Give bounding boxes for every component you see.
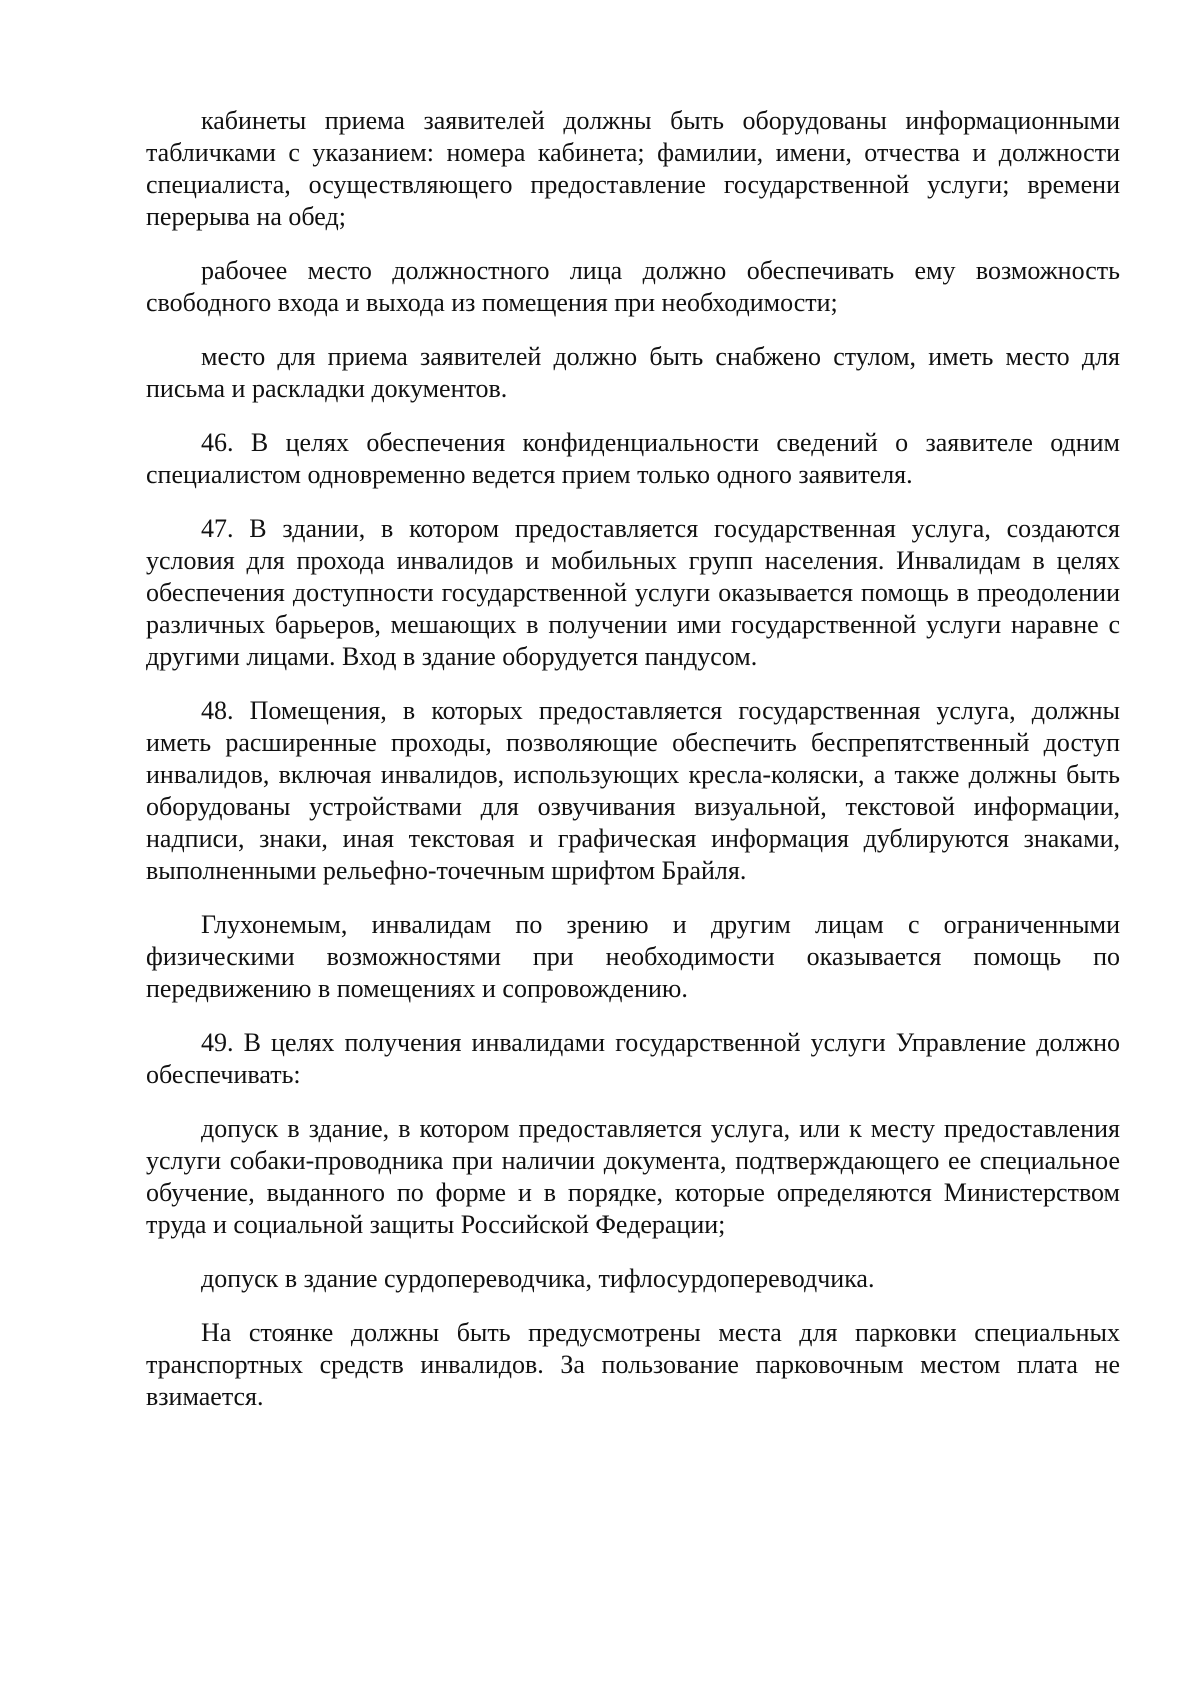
- paragraph-parking: На стоянке должны быть предусмотрены места для парковки специальных транспортных средств инвалидов. За пользование парковочным местом плата не взимается.: [146, 1318, 1120, 1411]
- paragraph-interpreters: допуск в здание сурдопереводчика, тифлосурдопереводчика.: [201, 1264, 875, 1293]
- paragraph-assistance: Глухонемым, инвалидам по зрению и другим лицам с ограниченными физическими возможностями при необходимости оказывается помощь по передвижению в помещениях и сопровождению.: [146, 910, 1120, 1003]
- paragraph-48-premises: 48. Помещения, в которых предоставляется государственная услуга, должны иметь расширенные проходы, позволяющие обеспечить беспрепятственный доступ инвалидов, включая инвалидов, использующих кресла-коляски, а также должны быть оборудованы устройствами для озвучивания визуальной, текстовой информации, надписи, знаки, иная текстовая и графическая информация дублируются знаками, выполненными рельефно-точечным шрифтом Брайля.: [146, 696, 1120, 885]
- document-page: [146, 105, 1120, 1435]
- paragraph-49-obligations: 49. В целях получения инвалидами государственной услуги Управление должно обеспечивать:: [146, 1028, 1120, 1089]
- paragraph-46-confidentiality: 46. В целях обеспечения конфиденциальности сведений о заявителе одним специалистом одновременно ведется прием только одного заявителя.: [146, 428, 1120, 489]
- paragraph-workplace-access: рабочее место должностного лица должно обеспечивать ему возможность свободного входа и выхода из помещения при необходимости;: [146, 256, 1120, 317]
- paragraph-reception-place: место для приема заявителей должно быть снабжено стулом, иметь место для письма и раскладки документов.: [146, 342, 1120, 403]
- paragraph-47-building-access: 47. В здании, в котором предоставляется государственная услуга, создаются условия для прохода инвалидов и мобильных групп населения. Инвалидам в целях обеспечения доступности государственной услуги оказывается помощь в преодолении различных барьеров, мешающих в получении ими государственной услуги наравне с другими лицами. Вход в здание оборудуется пандусом.: [146, 514, 1120, 671]
- paragraph-offices-signage: кабинеты приема заявителей должны быть оборудованы информационными табличками с указанием: номера кабинета; фамилии, имени, отчества и должности специалиста, осуществляющего предоставление государственной услуги; времени перерыва на обед;: [146, 106, 1120, 231]
- paragraph-guide-dog: допуск в здание, в котором предоставляется услуга, или к месту предоставления услуги собаки-проводника при наличии документа, подтверждающего ее специальное обучение, выданного по форме и в порядке, которые определяются Министерством труда и социальной защиты Российской Федерации;: [146, 1114, 1120, 1239]
